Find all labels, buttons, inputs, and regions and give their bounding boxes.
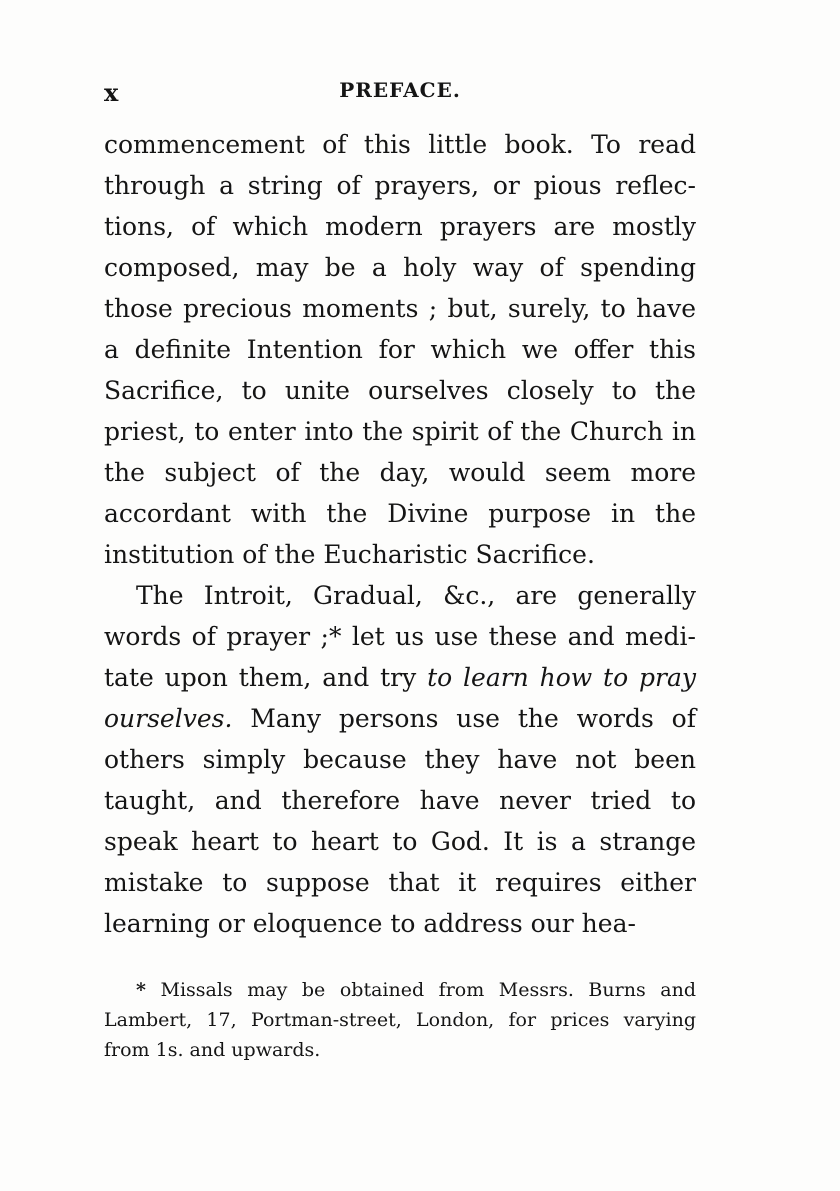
footnote	[104, 975, 696, 1065]
italic-phrase: to learn how to pray ourselves.	[104, 663, 696, 733]
running-head: PREFACE.	[339, 78, 461, 102]
paragraph-2-text-end: Many persons use the words of others simply because they have not been taught, and therefore have never tried to speak heart to heart to God. It is a strange mistake to suppose that it requires either learning or eloquence to address our hea-	[104, 704, 696, 938]
footnote-marker: *	[136, 979, 146, 1001]
footnote-text: Missals may be obtained from Messrs. Burns and Lambert, 17, Portman-street, London, for prices varying from 1s. and upwards.	[104, 979, 696, 1061]
paragraph-2-text-start: The Introit, Gradual, &c., are generally words of prayer ;	[104, 581, 696, 651]
body-text	[104, 124, 696, 944]
paragraph-2	[104, 575, 696, 944]
paragraph-2-text-middle: let us use these and medi- tate upon them, and try	[104, 622, 696, 692]
page-header	[104, 78, 696, 108]
paragraph-1: commencement of this little book. To read through a string of prayers, or pious reflec- tions, of which modern prayers are mostly composed, may be a holy way of spending those precious moments ; but, surely, to have a definite Intention for which we offer this Sacrifice, to unite ourselves closely to the priest, to enter into the spirit of the Church in the subject of the day, would seem more accordant with the Divine purpose in the institution of the Eucharistic Sacrifice.	[104, 130, 696, 569]
page-number: x	[104, 78, 120, 107]
footnote-reference: *	[328, 622, 342, 651]
